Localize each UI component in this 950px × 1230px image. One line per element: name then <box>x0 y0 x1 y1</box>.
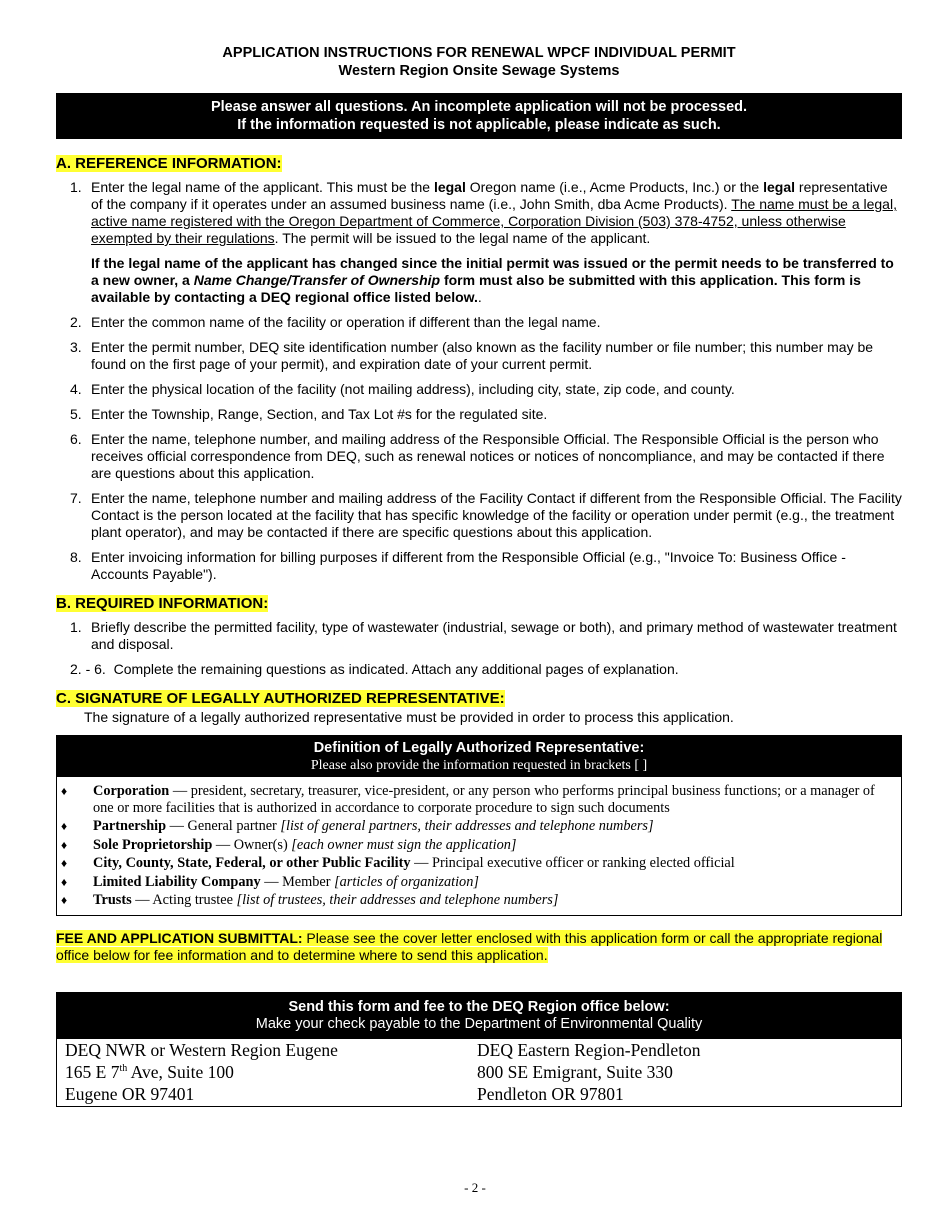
definition-term: Limited Liability Company <box>93 873 261 890</box>
definition-term: City, County, State, Federal, or other Public Facility <box>93 855 411 871</box>
definition-item <box>57 874 893 891</box>
definition-bracket: [list of trustees, their addresses and telephone numbers] <box>236 892 559 908</box>
eastern-region-address <box>477 1039 889 1105</box>
definition-desc: — Principal executive officer or ranking elected official <box>410 855 735 871</box>
fee-submittal-text <box>56 930 902 964</box>
list-item <box>56 381 902 398</box>
item-number: 7. <box>70 490 82 506</box>
definition-item <box>57 855 893 872</box>
item-text: Enter the common name of the facility or operation if different than the legal name. <box>91 314 601 330</box>
item-text: Enter the permit number, DEQ site identification number (also known as the facility number or file number; this number may be found on the first page of your permit), and expiration date of your current permit. <box>91 339 874 372</box>
definition-box <box>56 735 902 916</box>
diamond-bullet-icon: ♦ <box>61 819 68 833</box>
address-subheading: Make your check payable to the Department of Environmental Quality <box>255 1015 703 1032</box>
address-heading: Send this form and fee to the DEQ Region office below: <box>288 998 670 1015</box>
definition-term: Partnership <box>93 818 167 834</box>
definition-desc: — Owner(s) <box>212 836 292 853</box>
definition-desc: — president, secretary, treasurer, vice-president, or any person who performs principal business functions; or a manager of one or more facilities that is authorized in accordance to corporate procedure to sign such documents <box>93 783 875 816</box>
item-number: 6. <box>70 431 82 447</box>
diamond-bullet-icon: ♦ <box>61 784 68 798</box>
title-line-1: APPLICATION INSTRUCTIONS FOR RENEWAL WPCF INDIVIDUAL PERMIT <box>222 45 736 61</box>
item-text: Enter the physical location of the facility (not mailing address), including city, state, zip code, and county. <box>91 381 735 397</box>
address-line: DEQ NWR or Western Region Eugene <box>65 1039 338 1060</box>
document-title <box>56 44 902 80</box>
diamond-bullet-icon: ♦ <box>61 893 68 907</box>
banner-line-2: If the information requested is not applicable, please indicate as such. <box>237 117 721 133</box>
definition-item <box>57 837 893 854</box>
definition-term: Sole Proprietorship <box>93 836 213 853</box>
list-item <box>56 490 902 541</box>
definition-bracket: [articles of organization] <box>334 873 479 890</box>
list-item <box>56 431 902 482</box>
address-line: Pendleton OR 97801 <box>477 1083 624 1104</box>
definition-desc: — Member <box>260 873 335 890</box>
definition-header <box>57 736 901 777</box>
section-c-heading: C. SIGNATURE OF LEGALLY AUTHORIZED REPRESENTATIVE: <box>56 690 505 707</box>
list-item <box>56 661 902 678</box>
definition-term: Trusts <box>93 892 132 908</box>
diamond-bullet-icon: ♦ <box>61 837 68 852</box>
item-text: Oregon name (i.e., Acme Products, Inc.) or the <box>465 179 764 195</box>
list-item <box>56 339 902 373</box>
name-change-note: If the legal name of the applicant has changed since the initial permit was issued or the permit needs to be transferred to a new owner, a Name Change/Transfer of Ownership form must also be submitted with this application. This form is available by contacting a DEQ regional office listed below.. <box>91 255 894 305</box>
item-text: Enter the name, telephone number, and mailing address of the Responsible Official. The Responsible Official is the person who receives official correspondence from DEQ, such as renewal notices or notices of noncompliance, and may be contacted if there are questions about this application. <box>91 431 885 481</box>
diamond-bullet-icon: ♦ <box>61 874 68 889</box>
fee-text: Please see the cover letter enclosed with this application form or call the appropriate regional office below for fee information and to determine where to send this application. <box>56 929 883 963</box>
definition-desc: — General partner <box>166 818 281 834</box>
definition-bracket: [list of general partners, their addresses and telephone numbers] <box>280 818 654 834</box>
item-number: 1. <box>70 619 82 635</box>
definition-subheading: Please also provide the information requested in brackets [ ] <box>310 758 648 773</box>
page-number: - 2 - <box>464 1180 486 1195</box>
definition-heading: Definition of Legally Authorized Representative: <box>313 740 645 756</box>
item-number: 2. <box>70 314 82 330</box>
section-a-list <box>56 179 902 583</box>
fee-label: FEE AND APPLICATION SUBMITTAL: <box>56 929 303 946</box>
definition-item <box>57 818 893 835</box>
item-text: Briefly describe the permitted facility, type of wastewater (industrial, sewage or both), and primary method of wastewater treatment and disposal. <box>91 619 897 652</box>
definition-bracket: [each owner must sign the application] <box>291 836 517 853</box>
item-underlined-text: The name must be a legal, active name registered with the Oregon Department of Commerce, Corporation Division (503) 378-4752, unless otherwise exempted by their regulations <box>91 196 897 246</box>
item-bold: legal <box>763 179 796 195</box>
item-text: Enter invoicing information for billing purposes if different from the Responsible Official (e.g., "Invoice To: Business Office - Accounts Payable"). <box>91 549 846 582</box>
item-number: 3. <box>70 339 82 355</box>
item-number: 4. <box>70 381 82 397</box>
address-line: DEQ Eastern Region-Pendleton <box>477 1039 701 1060</box>
item-text: Complete the remaining questions as indicated. Attach any additional pages of explanation. <box>113 661 679 677</box>
definition-item <box>57 783 893 816</box>
item-number: 5. <box>70 406 82 422</box>
address-line: 165 E 7th Ave, Suite 100 <box>65 1061 234 1082</box>
diamond-bullet-icon: ♦ <box>61 856 68 870</box>
banner-line-1: Please answer all questions. An incomplete application will not be processed. <box>210 99 748 115</box>
item-number: 2. - 6. <box>70 661 106 677</box>
address-line: Eugene OR 97401 <box>65 1083 195 1104</box>
item-text: . The permit will be issued to the legal name of the applicant. <box>274 230 651 246</box>
document-page <box>56 44 902 1107</box>
definition-list <box>57 777 901 915</box>
address-columns <box>57 1039 901 1106</box>
item-number: 8. <box>70 549 82 565</box>
item-text: Enter the name, telephone number and mailing address of the Facility Contact if different from the Responsible Official. The Facility Contact is the person located at the facility that has specific knowledge of the facility or operation under permit (e.g., the treatment plant operator), and may be contacted if there are specific questions about this application. <box>91 490 902 540</box>
item-text: representative of the company if it operates under an assumed business name (i.e., John Smith, dba Acme Products). <box>91 179 888 212</box>
section-b-list <box>56 619 902 678</box>
instruction-banner <box>56 93 902 139</box>
list-item <box>56 314 902 331</box>
item-number: 1. <box>70 179 82 195</box>
address-line: 800 SE Emigrant, Suite 330 <box>477 1061 673 1082</box>
signature-requirement-text: The signature of a legally authorized representative must be provided in order to process this application. <box>84 709 734 725</box>
item-text: Enter the legal name of the applicant. This must be the <box>91 179 434 195</box>
form-name: Name Change/Transfer of Ownership <box>193 272 441 288</box>
region-address-box <box>56 992 902 1107</box>
list-item <box>56 549 902 583</box>
item-bold: legal <box>433 179 466 195</box>
title-line-2: Western Region Onsite Sewage Systems <box>338 63 620 79</box>
definition-term: Corporation <box>93 783 170 799</box>
definition-desc: — Acting trustee <box>131 892 237 908</box>
address-header <box>57 993 901 1039</box>
list-item <box>56 406 902 423</box>
western-region-address <box>65 1039 477 1105</box>
definition-item <box>57 892 893 909</box>
section-a-heading: A. REFERENCE INFORMATION: <box>56 155 282 172</box>
list-item <box>56 619 902 653</box>
item-text: Enter the Township, Range, Section, and Tax Lot #s for the regulated site. <box>91 406 548 422</box>
list-item <box>56 179 902 306</box>
section-b-heading: B. REQUIRED INFORMATION: <box>56 595 269 612</box>
